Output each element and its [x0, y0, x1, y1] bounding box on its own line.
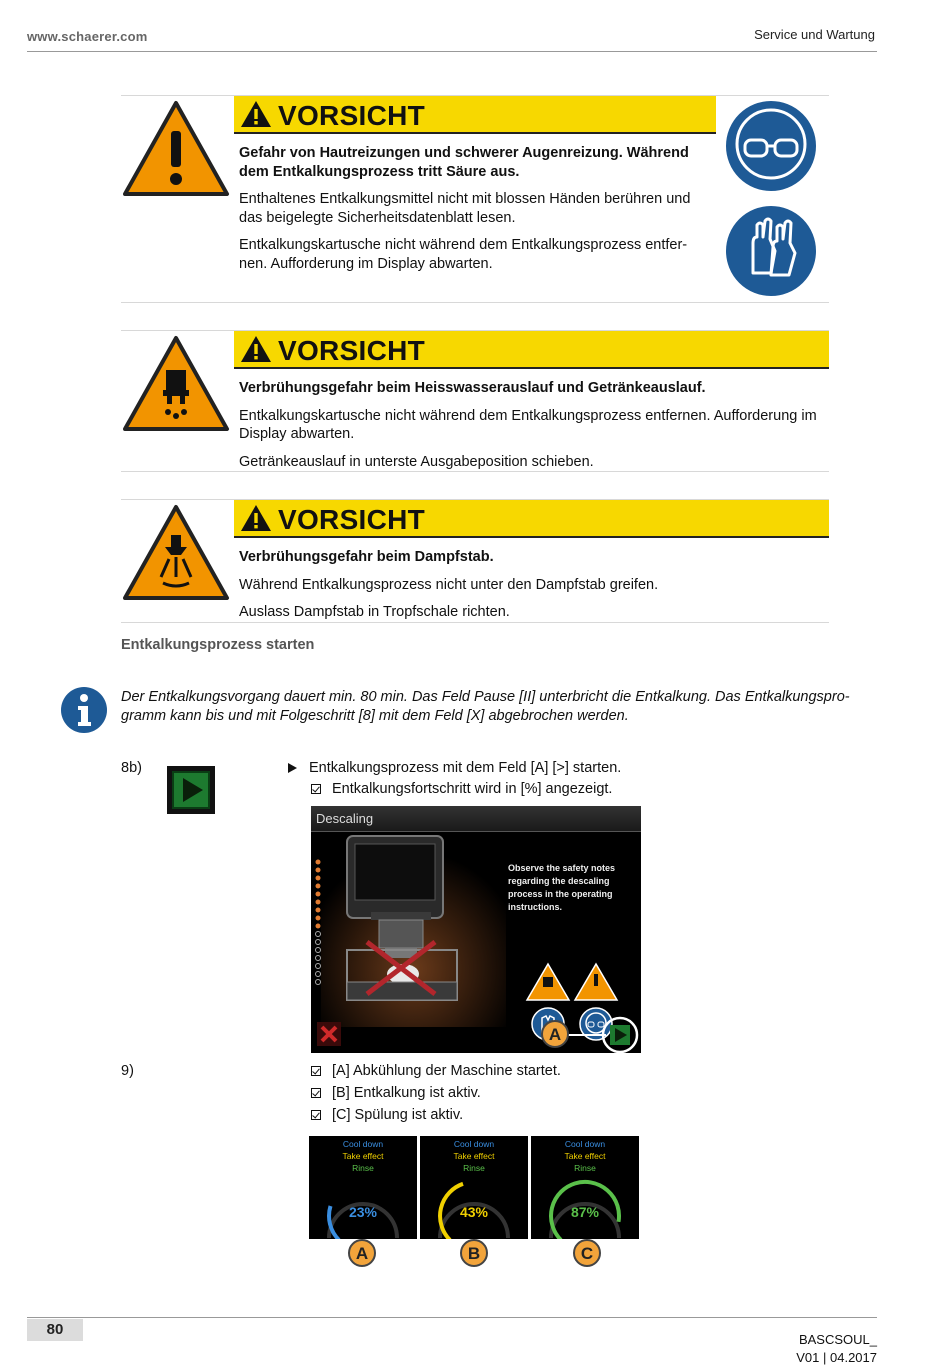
- warning-headline: Gefahr von Hautreizungen und schwerer Augenreizung. Während dem Entkalkungsprozess tritt Säure aus.: [239, 145, 689, 180]
- callout-badge-c: C: [573, 1239, 601, 1267]
- callout-badge-a: A: [541, 1020, 569, 1048]
- result-text: Entkalkungsfortschritt wird in [%] angezeigt.: [332, 781, 613, 797]
- checkbox-icon: [311, 1066, 321, 1076]
- footer-rule: [27, 1317, 877, 1318]
- signal-word: VORSICHT: [278, 504, 426, 535]
- warning-paragraph: Getränkeauslauf in unterste Ausgabeposition schieben.: [239, 453, 594, 470]
- phase-label: Rinse: [463, 1163, 485, 1173]
- warning-banner: [234, 331, 829, 369]
- checkbox-icon: [311, 1088, 321, 1098]
- document-code: BASCSOUL_: [798, 1332, 877, 1347]
- signal-word: VORSICHT: [278, 100, 426, 131]
- warning-block-1: [121, 95, 829, 303]
- warning-text: [239, 379, 824, 480]
- header-rule: [27, 51, 877, 52]
- progress-percent: 43%: [459, 1204, 489, 1220]
- instruction-text: Entkalkungsprozess mit dem Feld [A] [>] starten.: [309, 760, 622, 776]
- warning-paragraph: Entkalkungskartusche nicht während dem Entkalkungsprozess entfernen. Aufforderung im Display abwarten.: [239, 407, 817, 442]
- cancel-x-icon: [317, 1022, 341, 1046]
- info-note: Der Entkalkungsvorgang dauert min. 80 min. Das Feld Pause [II] unterbricht die Entkalkung. Das Entkalkungspro-gramm kann bis und mit Folgeschritt [8] mit dem Feld [X] abgebrochen werden.: [121, 689, 850, 724]
- warning-headline: Verbrühungsgefahr beim Dampfstab.: [239, 549, 494, 565]
- warning-block-3: [121, 499, 829, 623]
- progress-screen-c: [531, 1136, 639, 1239]
- callout-line: [566, 1033, 606, 1037]
- safety-note-text: Observe the safety notes regarding the descaling process in the operating instructions.: [508, 863, 616, 912]
- phase-label: Cool down: [342, 1139, 384, 1149]
- step-label: 8b): [121, 760, 142, 776]
- warning-banner: [234, 500, 829, 538]
- phase-label: Rinse: [352, 1163, 374, 1173]
- play-button-icon: [601, 1016, 639, 1053]
- document-id: [796, 1331, 877, 1367]
- signal-word: VORSICHT: [278, 335, 426, 366]
- result-line: [311, 1063, 561, 1079]
- result-line: [311, 1107, 463, 1123]
- page-number: 80: [27, 1319, 83, 1341]
- checkbox-icon: [311, 784, 321, 794]
- action-arrow-icon: [288, 763, 297, 773]
- result-text: [C] Spülung ist aktiv.: [332, 1107, 464, 1123]
- site-url: www.schaerer.com: [27, 29, 148, 44]
- steam-warning-icon: [121, 503, 231, 603]
- phase-label: Rinse: [574, 1163, 596, 1173]
- phase-label: Take effect: [342, 1151, 384, 1161]
- checkbox-icon: [311, 1110, 321, 1120]
- gloves-icon: [723, 203, 819, 299]
- warning-paragraph: Auslass Dampfstab in Tropfschale richten.: [239, 604, 510, 620]
- progress-screen-b: [420, 1136, 528, 1239]
- warning-paragraph: Enthaltenes Entkalkungsmittel nicht mit blossen Händen berühren und das beigelegte Sicherheitsdatenblatt lesen.: [239, 191, 691, 226]
- phase-label: Take effect: [564, 1151, 606, 1161]
- warning-paragraph: Entkalkungskartusche nicht während dem Entkalkungsprozess entfer-nen. Aufforderung im Display abwarten.: [239, 237, 688, 272]
- screen-title: Descaling: [311, 806, 641, 832]
- warning-paragraph: Während Entkalkungsprozess nicht unter den Dampfstab greifen.: [239, 576, 659, 593]
- progress-percent: 23%: [348, 1204, 378, 1220]
- section-subheading: Entkalkungsprozess starten: [121, 637, 315, 653]
- warning-banner: [234, 96, 716, 134]
- warning-block-2: [121, 330, 829, 472]
- section-title: Service und Wartung: [754, 27, 875, 42]
- warning-text: [239, 144, 709, 282]
- start-play-button-icon: [167, 766, 215, 814]
- phase-label: Cool down: [453, 1139, 495, 1149]
- callout-badge-a: A: [348, 1239, 376, 1267]
- phase-label: Take effect: [453, 1151, 495, 1161]
- instruction-line: [288, 760, 621, 776]
- info-icon: [60, 686, 108, 734]
- warning-triangle-icon: [240, 335, 272, 363]
- callout-badge-b: B: [460, 1239, 488, 1267]
- descaling-screenshot: [311, 806, 641, 1053]
- warning-triangle-icon: [240, 504, 272, 532]
- warning-text: [239, 548, 824, 631]
- hot-liquid-warning-icon: [121, 334, 231, 434]
- warning-headline: Verbrühungsgefahr beim Heisswasserauslauf und Getränkeauslauf.: [239, 380, 706, 396]
- warning-triangle-icon: [240, 100, 272, 128]
- progress-dots: [316, 860, 321, 985]
- progress-screen-a: [309, 1136, 417, 1239]
- document-version: V01 | 04.2017: [796, 1350, 877, 1365]
- eye-protection-icon: [723, 98, 819, 194]
- result-text: [A] Abkühlung der Maschine startet.: [332, 1063, 561, 1079]
- result-text: [B] Entkalkung ist aktiv.: [332, 1085, 481, 1101]
- general-warning-icon: [121, 99, 231, 199]
- result-line: [311, 781, 612, 797]
- progress-percent: 87%: [570, 1204, 600, 1220]
- step-label: 9): [121, 1063, 134, 1079]
- result-line: [311, 1085, 481, 1101]
- phase-label: Cool down: [564, 1139, 606, 1149]
